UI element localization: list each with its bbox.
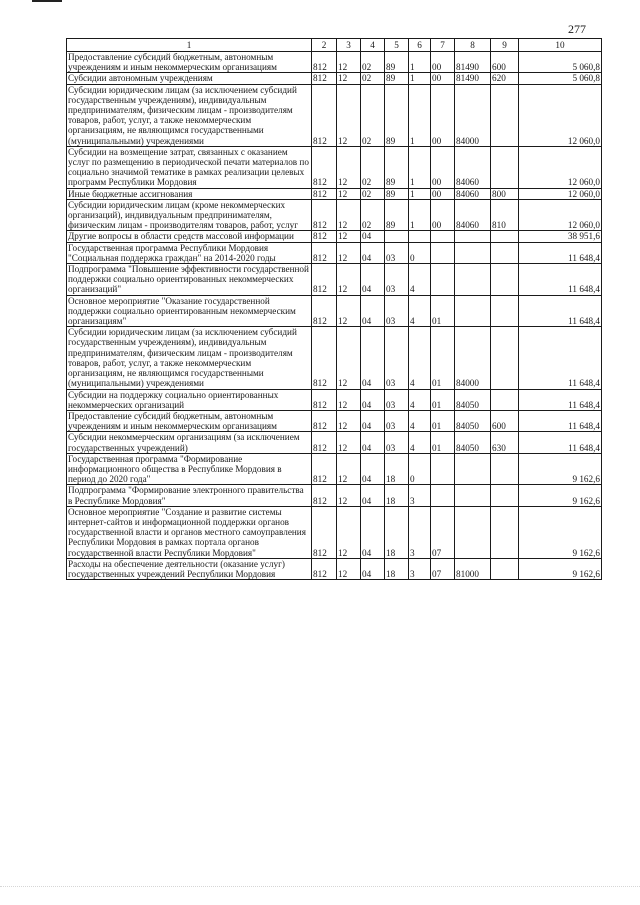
program-code: 18: [385, 453, 409, 485]
subprogram-code: 3: [409, 558, 431, 579]
measure-code: 07: [431, 558, 455, 579]
header-col-1: 1: [67, 39, 312, 52]
expense-type-code: [491, 453, 519, 485]
expense-type-code: [491, 295, 519, 327]
subprogram-code: 4: [409, 264, 431, 296]
admin-code: 812: [312, 295, 337, 327]
amount: 11 648,4: [519, 264, 602, 296]
expense-type-code: [491, 506, 519, 558]
expense-type-code: [491, 389, 519, 410]
row-name: Подпрограмма "Повышение эффективности государственной поддержки социально ориентированных некоммерческих организаций": [67, 264, 312, 296]
subprogram-code: 0: [409, 453, 431, 485]
program-code: 89: [385, 84, 409, 146]
subprogram-code: 4: [409, 432, 431, 453]
subprogram-code: 1: [409, 146, 431, 188]
table-row: [67, 295, 602, 327]
expense-type-code: 810: [491, 199, 519, 231]
header-col-4: 4: [361, 39, 385, 52]
admin-code: 812: [312, 242, 337, 263]
program-code: 03: [385, 410, 409, 431]
row-name: Субсидии некоммерческим организациям (за исключением государственных учреждений): [67, 432, 312, 453]
row-name: Субсидии юридическим лицам (кроме некоммерческих организаций), индивидуальным предпринимателям, физическим лицам - производителям товаров, работ, услуг: [67, 199, 312, 231]
row-name: Государственная программа Республики Мордовия "Социальная поддержка граждан" на 2014-2020 годы: [67, 242, 312, 263]
program-code: 89: [385, 188, 409, 199]
subsection-code: 04: [361, 453, 385, 485]
amount: 5 060,8: [519, 52, 602, 73]
header-col-9: 9: [491, 39, 519, 52]
amount: 9 162,6: [519, 485, 602, 506]
admin-code: 812: [312, 410, 337, 431]
table-row: [67, 231, 602, 242]
subsection-code: 02: [361, 146, 385, 188]
admin-code: 812: [312, 231, 337, 242]
table-row: [67, 327, 602, 389]
expense-type-code: 600: [491, 52, 519, 73]
program-code: 18: [385, 506, 409, 558]
program-code: 89: [385, 52, 409, 73]
table-row: [67, 558, 602, 579]
expense-type-code: [491, 558, 519, 579]
section-code: 12: [337, 485, 361, 506]
page-number: 277: [568, 22, 586, 36]
subprogram-code: 1: [409, 84, 431, 146]
row-name: Субсидии на поддержку социально ориентированных некоммерческих организаций: [67, 389, 312, 410]
row-name: Предоставление субсидий бюджетным, автономным учреждениям и иным некоммерческим организациям: [67, 52, 312, 73]
amount: 12 060,0: [519, 188, 602, 199]
direction-code: 81490: [455, 52, 491, 73]
admin-code: 812: [312, 188, 337, 199]
table-row: [67, 73, 602, 84]
admin-code: 812: [312, 558, 337, 579]
section-code: 12: [337, 389, 361, 410]
amount: 9 162,6: [519, 506, 602, 558]
program-code: 03: [385, 389, 409, 410]
amount: 5 060,8: [519, 73, 602, 84]
row-name: Предоставление субсидий бюджетным, автономным учреждениям и иным некоммерческим организациям: [67, 410, 312, 431]
subsection-code: 04: [361, 485, 385, 506]
amount: 11 648,4: [519, 295, 602, 327]
subsection-code: 04: [361, 506, 385, 558]
measure-code: [431, 264, 455, 296]
table-row: [67, 389, 602, 410]
row-name: Расходы на обеспечение деятельности (оказание услуг) государственных учреждений Республики Мордовия: [67, 558, 312, 579]
direction-code: [455, 453, 491, 485]
amount: 38 951,6: [519, 231, 602, 242]
program-code: 03: [385, 327, 409, 389]
budget-table: [66, 38, 602, 580]
direction-code: [455, 242, 491, 263]
row-name: Подпрограмма "Формирование электронного правительства в Республике Мордовия": [67, 485, 312, 506]
header-col-6: 6: [409, 39, 431, 52]
admin-code: 812: [312, 453, 337, 485]
admin-code: 812: [312, 73, 337, 84]
subsection-code: 04: [361, 231, 385, 242]
direction-code: 81490: [455, 73, 491, 84]
direction-code: 84060: [455, 199, 491, 231]
admin-code: 812: [312, 199, 337, 231]
admin-code: 812: [312, 506, 337, 558]
direction-code: 84050: [455, 410, 491, 431]
program-code: 89: [385, 146, 409, 188]
amount: 11 648,4: [519, 410, 602, 431]
direction-code: 84060: [455, 146, 491, 188]
table-row: [67, 146, 602, 188]
direction-code: [455, 485, 491, 506]
subsection-code: 04: [361, 558, 385, 579]
program-code: 89: [385, 199, 409, 231]
expense-type-code: 600: [491, 410, 519, 431]
amount: 11 648,4: [519, 432, 602, 453]
section-code: 12: [337, 242, 361, 263]
measure-code: 00: [431, 188, 455, 199]
section-code: 12: [337, 199, 361, 231]
subsection-code: 02: [361, 84, 385, 146]
program-code: 03: [385, 264, 409, 296]
table-row: [67, 264, 602, 296]
measure-code: [431, 242, 455, 263]
table-row: [67, 506, 602, 558]
section-code: 12: [337, 73, 361, 84]
subprogram-code: 3: [409, 506, 431, 558]
admin-code: 812: [312, 146, 337, 188]
table-row: [67, 453, 602, 485]
measure-code: 00: [431, 199, 455, 231]
table-row: [67, 199, 602, 231]
subsection-code: 04: [361, 432, 385, 453]
section-code: 12: [337, 453, 361, 485]
subprogram-code: 1: [409, 52, 431, 73]
admin-code: 812: [312, 84, 337, 146]
header-col-7: 7: [431, 39, 455, 52]
program-code: 18: [385, 485, 409, 506]
header-col-3: 3: [337, 39, 361, 52]
direction-code: 84060: [455, 188, 491, 199]
expense-type-code: [491, 485, 519, 506]
row-name: Основное мероприятие "Создание и развитие системы интернет-сайтов и информационной поддержки органов государственной власти и органов местного самоуправления Республики Мордовия в рамках портала органов государственной власти Республики Мордовия": [67, 506, 312, 558]
header-col-2: 2: [312, 39, 337, 52]
measure-code: 01: [431, 389, 455, 410]
subprogram-code: 4: [409, 389, 431, 410]
section-code: 12: [337, 188, 361, 199]
expense-type-code: [491, 242, 519, 263]
expense-type-code: 800: [491, 188, 519, 199]
row-name: Субсидии на возмещение затрат, связанных с оказанием услуг по размещению в периодической печати материалов по социально значимой тематике в рамках реализации целевых программ Республики Мордовия: [67, 146, 312, 188]
subsection-code: 04: [361, 295, 385, 327]
row-name: Субсидии юридическим лицам (за исключением субсидий государственным учреждениям), индивидуальным предпринимателям, физическим лицам - производителям товаров, работ, услуг, а также некоммерческим организациям, не являющимся государственными (муниципальными) учреждениями: [67, 327, 312, 389]
table-row: [67, 84, 602, 146]
table-row: [67, 410, 602, 431]
measure-code: 01: [431, 327, 455, 389]
table-row: [67, 52, 602, 73]
row-name: Иные бюджетные ассигнования: [67, 188, 312, 199]
row-name: Субсидии автономным учреждениям: [67, 73, 312, 84]
section-code: 12: [337, 410, 361, 431]
direction-code: 84050: [455, 389, 491, 410]
subsection-code: 02: [361, 188, 385, 199]
table-row: [67, 432, 602, 453]
measure-code: 00: [431, 84, 455, 146]
row-name: Государственная программа "Формирование информационного общества в Республике Мордовия в период до 2020 года": [67, 453, 312, 485]
table-row: [67, 188, 602, 199]
section-code: 12: [337, 52, 361, 73]
subsection-code: 02: [361, 52, 385, 73]
table-row: [67, 485, 602, 506]
direction-code: 84000: [455, 327, 491, 389]
measure-code: 00: [431, 146, 455, 188]
admin-code: 812: [312, 327, 337, 389]
table-body: [67, 52, 602, 580]
subsection-code: 04: [361, 327, 385, 389]
measure-code: [431, 453, 455, 485]
measure-code: 00: [431, 52, 455, 73]
section-code: 12: [337, 84, 361, 146]
table-row: [67, 242, 602, 263]
subsection-code: 04: [361, 410, 385, 431]
program-code: 89: [385, 73, 409, 84]
top-rule: [32, 0, 62, 2]
section-code: 12: [337, 506, 361, 558]
expense-type-code: [491, 146, 519, 188]
direction-code: 84000: [455, 84, 491, 146]
direction-code: [455, 231, 491, 242]
measure-code: 01: [431, 410, 455, 431]
amount: 9 162,6: [519, 558, 602, 579]
subsection-code: 02: [361, 73, 385, 84]
subsection-code: 04: [361, 389, 385, 410]
header-col-10: 10: [519, 39, 602, 52]
scan-noise: [0, 886, 640, 888]
direction-code: 81000: [455, 558, 491, 579]
admin-code: 812: [312, 264, 337, 296]
measure-code: 01: [431, 295, 455, 327]
row-name: Другие вопросы в области средств массовой информации: [67, 231, 312, 242]
subprogram-code: 4: [409, 295, 431, 327]
expense-type-code: [491, 327, 519, 389]
program-code: 03: [385, 295, 409, 327]
program-code: [385, 231, 409, 242]
expense-type-code: 630: [491, 432, 519, 453]
header-row: [67, 39, 602, 52]
subsection-code: 02: [361, 199, 385, 231]
section-code: 12: [337, 264, 361, 296]
amount: 11 648,4: [519, 242, 602, 263]
admin-code: 812: [312, 389, 337, 410]
subprogram-code: 3: [409, 485, 431, 506]
row-name: Субсидии юридическим лицам (за исключением субсидий государственным учреждениям), индивидуальным предпринимателям, физическим лицам - производителям товаров, работ, услуг, а также некоммерческим организациям, не являющимся государственными (муниципальными) учреждениями: [67, 84, 312, 146]
expense-type-code: 620: [491, 73, 519, 84]
header-col-5: 5: [385, 39, 409, 52]
admin-code: 812: [312, 432, 337, 453]
section-code: 12: [337, 432, 361, 453]
amount: 9 162,6: [519, 453, 602, 485]
program-code: 18: [385, 558, 409, 579]
amount: 11 648,4: [519, 389, 602, 410]
row-name: Основное мероприятие "Оказание государственной поддержки социально ориентированным некоммерческим организациям": [67, 295, 312, 327]
measure-code: [431, 485, 455, 506]
section-code: 12: [337, 231, 361, 242]
section-code: 12: [337, 295, 361, 327]
amount: 12 060,0: [519, 146, 602, 188]
direction-code: [455, 506, 491, 558]
amount: 12 060,0: [519, 84, 602, 146]
direction-code: [455, 295, 491, 327]
subsection-code: 04: [361, 264, 385, 296]
measure-code: 07: [431, 506, 455, 558]
program-code: 03: [385, 242, 409, 263]
section-code: 12: [337, 327, 361, 389]
expense-type-code: [491, 231, 519, 242]
section-code: 12: [337, 146, 361, 188]
subprogram-code: 4: [409, 327, 431, 389]
direction-code: 84050: [455, 432, 491, 453]
subsection-code: 04: [361, 242, 385, 263]
amount: 12 060,0: [519, 199, 602, 231]
measure-code: [431, 231, 455, 242]
admin-code: 812: [312, 485, 337, 506]
program-code: 03: [385, 432, 409, 453]
amount: 11 648,4: [519, 327, 602, 389]
expense-type-code: [491, 264, 519, 296]
section-code: 12: [337, 558, 361, 579]
subprogram-code: 1: [409, 73, 431, 84]
subprogram-code: 4: [409, 410, 431, 431]
expense-type-code: [491, 84, 519, 146]
subprogram-code: 0: [409, 242, 431, 263]
admin-code: 812: [312, 52, 337, 73]
subprogram-code: 1: [409, 199, 431, 231]
measure-code: 01: [431, 432, 455, 453]
header-col-8: 8: [455, 39, 491, 52]
subprogram-code: [409, 231, 431, 242]
measure-code: 00: [431, 73, 455, 84]
subprogram-code: 1: [409, 188, 431, 199]
direction-code: [455, 264, 491, 296]
